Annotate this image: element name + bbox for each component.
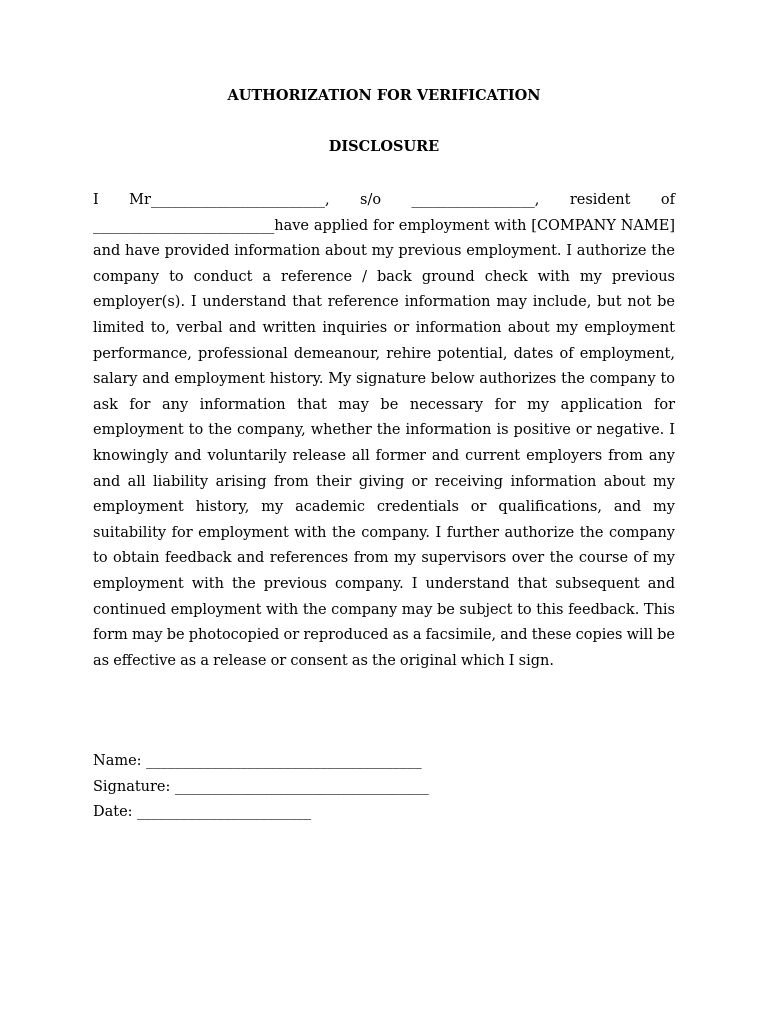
- signature-block: [93, 749, 675, 826]
- section-heading-disclosure: DISCLOSURE: [328, 138, 440, 155]
- name-field-line: Name: ______________________________________: [93, 753, 422, 769]
- date-field-line: Date: ________________________: [93, 804, 312, 821]
- document-title: AUTHORIZATION FOR VERIFICATION: [227, 87, 541, 104]
- signature-field-line: Signature: ___________________________________: [93, 778, 429, 795]
- disclosure-paragraph: I Mr________________________, s/o _________________, resident of _________________________have applied for employment with [COMPANY NAME] and have provided information about my previous employment. I authorize the company to conduct a reference / back ground check with my previous employer(s). I understand that reference information may include, but not be limited to, verbal and written inquiries or information about my employment performance, professional demeanour, rehire potential, dates of employment, salary and employment history. My signature below authorizes the company to ask for any information that may be necessary for my application for employment to the company, whether the information is positive or negative. I knowingly and voluntarily release all former and current employers from any and all liability arising from their giving or receiving information about my employment history, my academic credentials or qualifications, and my suitability for employment with the company. I further authorize the company to obtain feedback and references from my supervisors over the course of my employment with the previous company. I understand that subsequent and continued employment with the company may be subject to this feedback. This form may be photocopied or reproduced as a facsimile, and these copies will be as effective as a release or consent as the original which I sign.: [93, 192, 675, 669]
